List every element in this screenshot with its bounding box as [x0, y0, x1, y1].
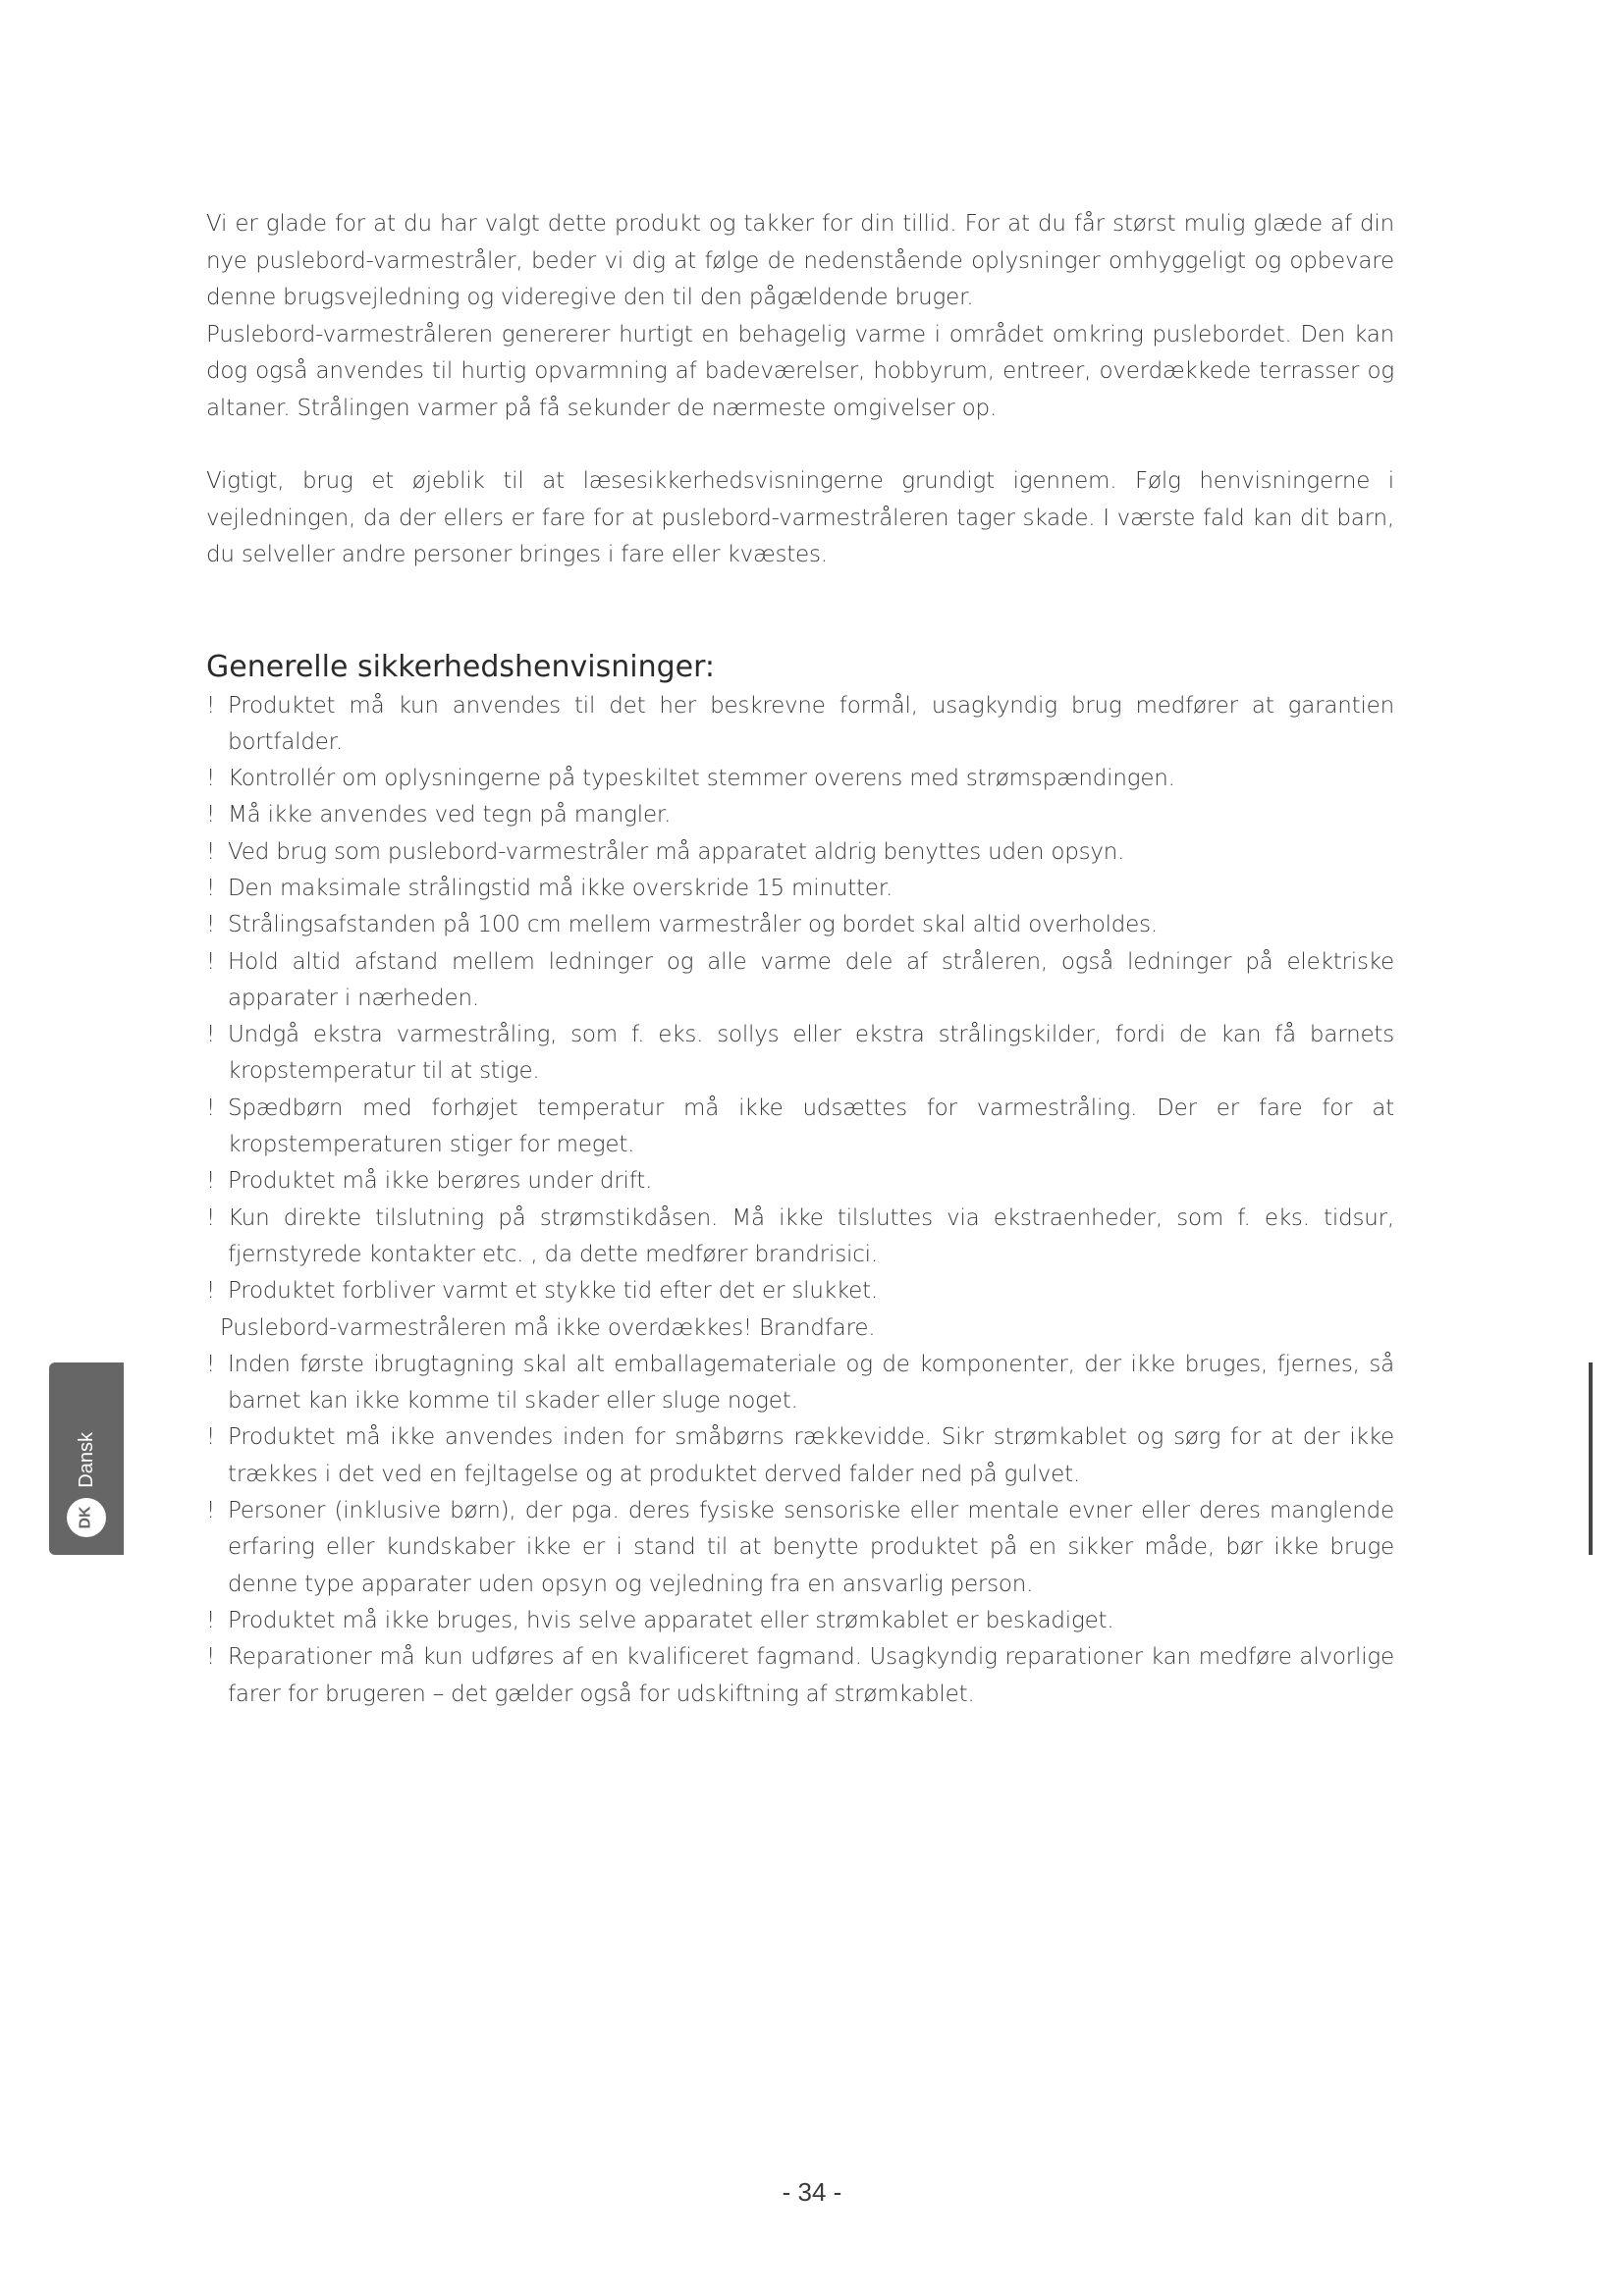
intro-paragraph-1: Vi er glade for at du har valgt dette produkt og takker for din tillid. For at du får størst mulig glæde af din nye puslebord-varmestråler, beder vi dig at følge de nedenstående oplysninger omhyggeligt og opbevare denne brugsvejledning og videregive den til den pågældende bruger. [206, 211, 1394, 310]
intro-paragraph-2: Puslebord-varmestråleren genererer hurtigt en behagelig varme i området omkring puslebordet. Den kan dog også anvendes til hurtig opvarmning af badeværelser, hobbyrum, entreer, overdækkede terrasser og altaner. Strålingen varmer på få sekunder de nærmeste omgivelser op. [206, 321, 1394, 421]
safety-heading: Generelle sikkerhedshenvisninger: [206, 649, 715, 684]
list-item-continuation: Puslebord-varmestråleren må ikke overdækkes! Brandfare. [220, 1314, 876, 1341]
list-item: ! Inden første ibrugtagning skal alt emballagemateriale og de komponenter, der ikke bruges, fjernes, så barnet kan ikke komme til skader eller sluge noget. [206, 1347, 1394, 1420]
list-item: ! Ved brug som puslebord-varmestråler må apparatet aldrig benyttes uden opsyn. [206, 834, 1394, 871]
exclamation-bullet: ! [206, 802, 216, 828]
language-label: Dansk [75, 1432, 97, 1488]
language-tab [49, 1362, 124, 1555]
exclamation-bullet: ! [206, 875, 216, 901]
exclamation-bullet: ! [206, 1095, 216, 1121]
exclamation-bullet: ! [206, 692, 216, 719]
list-item: ! Må ikke anvendes ved tegn på mangler. [206, 797, 1394, 833]
safety-list [206, 688, 1394, 1713]
exclamation-bullet: ! [206, 912, 216, 938]
list-item: ! Strålingsafstanden på 100 cm mellem varmestråler og bordet skal altid overholdes. [206, 907, 1394, 943]
list-item: ! Produktet forbliver varmt et stykke tid efter det er slukket. [206, 1273, 1394, 1309]
warning-paragraph: Vigtigt, brug et øjeblik til at læsesikkerhedsvisningerne grundigt igennem. Følg henvisningerne i vejledningen, da der ellers er fare for at puslebord-varmestråleren tager skade. I værste fald kan dit barn, du selveller andre personer bringes i fare eller kvæstes. [206, 468, 1394, 567]
exclamation-bullet: ! [206, 1022, 216, 1048]
exclamation-bullet: ! [206, 1351, 216, 1377]
exclamation-bullet: ! [206, 838, 216, 865]
list-item: ! Kun direkte tilslutning på strømstikdåsen. Må ikke tilsluttes via ekstraenheder, som f. eks. tidsur, fjernstyrede kontakter etc. , da dette medfører brandrisici. [206, 1201, 1394, 1274]
list-item: ! Hold altid afstand mellem ledninger og alle varme dele af stråleren, også ledninger på elektriske apparater i nærheden. [206, 944, 1394, 1018]
exclamation-bullet: ! [206, 1278, 216, 1305]
exclamation-bullet: ! [206, 948, 216, 975]
exclamation-bullet: ! [206, 1204, 216, 1231]
exclamation-bullet: ! [206, 1607, 216, 1633]
exclamation-bullet: ! [206, 1498, 216, 1524]
list-item: ! Personer (inklusive børn), der pga. deres fysiske sensoriske eller mentale evner eller deres manglende erfaring eller kundskaber ikke er i stand til at benytte produktet på en sikker måde, bør ikke bruge denne type apparater uden opsyn og vejledning fra en ansvarlig person. [206, 1493, 1394, 1603]
page-number: - 34 - [782, 2177, 842, 2207]
margin-bar [1589, 1362, 1593, 1555]
list-item: ! Spædbørn med forhøjet temperatur må ikke udsættes for varmestråling. Der er fare for at kropstemperaturen stiger for meget. [206, 1091, 1394, 1164]
list-item: ! Undgå ekstra varmestråling, som f. eks. sollys eller ekstra strålingskilder, fordi de kan få barnets kropstemperatur til at stige. [206, 1017, 1394, 1091]
exclamation-bullet: ! [206, 1168, 216, 1195]
exclamation-bullet: ! [206, 1424, 216, 1451]
country-code-badge: DK [67, 1498, 106, 1537]
exclamation-bullet: ! [206, 1644, 216, 1671]
list-item: ! Produktet må ikke anvendes inden for småbørns rækkevidde. Sikr strømkablet og sørg for at der ikke trækkes i det ved en fejltagelse og at produktet derved falder ned på gulvet. [206, 1419, 1394, 1493]
list-item: ! Kontrollér om oplysningerne på typeskiltet stemmer overens med strømspændingen. [206, 761, 1394, 797]
document-body [206, 206, 1394, 1713]
list-item: ! Reparationer må kun udføres af en kvalificeret fagmand. Usagkyndig reparationer kan medføre alvorlige farer for brugeren – det gælder også for udskiftning af strømkablet. [206, 1639, 1394, 1713]
exclamation-bullet: ! [206, 766, 216, 792]
list-item: ! Produktet må ikke bruges, hvis selve apparatet eller strømkablet er beskadiget. [206, 1603, 1394, 1639]
list-item: ! Produktet må ikke berøres under drift. [206, 1163, 1394, 1200]
list-item: ! Den maksimale strålingstid må ikke overskride 15 minutter. [206, 871, 1394, 907]
list-item: ! Produktet må kun anvendes til det her beskrevne formål, usagkyndig brug medfører at garantien bortfalder. [206, 688, 1394, 762]
